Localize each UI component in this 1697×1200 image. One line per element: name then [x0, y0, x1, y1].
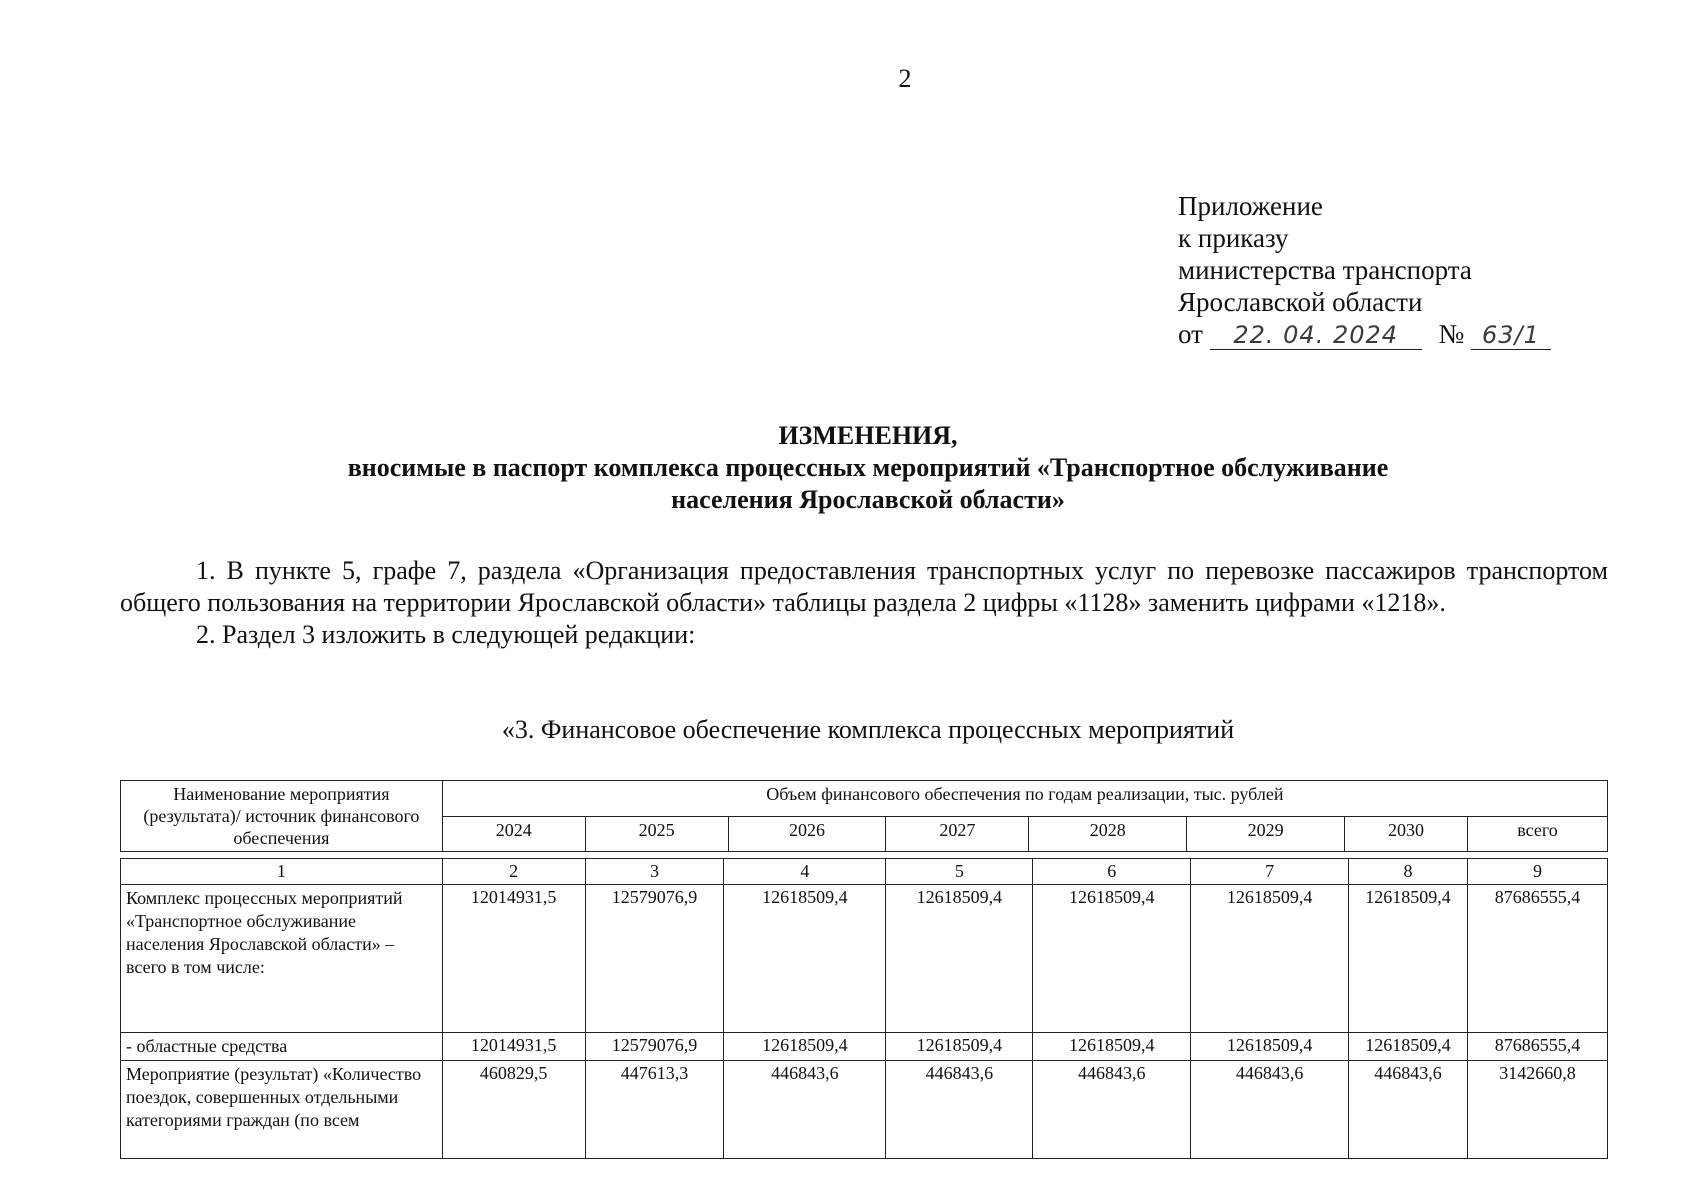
value-cell: 87686555,4: [1468, 1033, 1608, 1061]
column-number-cell: 8: [1349, 859, 1468, 885]
section-title: «3. Финансовое обеспечение комплекса процессных мероприятий: [501, 715, 1235, 744]
column-number-cell: 1: [121, 859, 443, 885]
row-name-cell: Комплекс процессных мероприятий «Транспортное обслуживание населения Ярославской области» – всего в том числе:: [121, 885, 443, 1033]
row-name-cell: - областные средства: [121, 1033, 443, 1061]
paragraph-2: 2. Раздел 3 изложить в следующей редакции:: [196, 620, 696, 649]
appendix-line: министерства транспорта: [1178, 255, 1472, 285]
header-name-cell: Наименование мероприятия (результата)/ источник финансового обеспечения: [121, 781, 443, 852]
handwritten-date: 22. 04. 2024: [1210, 321, 1422, 350]
value-cell: 446843,6: [1349, 1061, 1468, 1159]
column-number-cell: 9: [1468, 859, 1608, 885]
value-cell: 3142660,8: [1468, 1061, 1608, 1159]
row-name-cell: Мероприятие (результат) «Количество поездок, совершенных отдельными категориями граждан (по всем: [121, 1061, 443, 1159]
value-cell: 87686555,4: [1468, 885, 1608, 1033]
column-number-cell: 3: [585, 859, 724, 885]
year-cell: 2029: [1187, 816, 1345, 852]
column-number-cell: 2: [442, 859, 585, 885]
table-row: [121, 1061, 1608, 1159]
value-cell: 446843,6: [1033, 1061, 1191, 1159]
year-cell: всего: [1468, 816, 1608, 852]
handwritten-number: 63/1: [1471, 321, 1551, 350]
column-number-cell: 7: [1191, 859, 1349, 885]
title-line: ИЗМЕНЕНИЯ,: [778, 421, 958, 450]
appendix-line: Ярославской области: [1178, 287, 1423, 317]
value-cell: 12618509,4: [1033, 885, 1191, 1033]
value-cell: 446843,6: [724, 1061, 886, 1159]
value-cell: 460829,5: [442, 1061, 585, 1159]
appendix-line: к приказу: [1178, 223, 1289, 253]
title-line: населения Ярославской области»: [671, 485, 1065, 514]
table-header: [120, 780, 1608, 852]
year-cell: 2030: [1345, 816, 1468, 852]
value-cell: 12014931,5: [442, 1033, 585, 1061]
table-row: [121, 885, 1608, 1033]
year-cell: 2025: [585, 816, 728, 852]
table-row: [121, 1033, 1608, 1061]
title-line: вносимые в паспорт комплекса процессных мероприятий «Транспортное обслуживание: [347, 453, 1389, 482]
header-volume-cell: Объем финансового обеспечения по годам реализации, тыс. рублей: [442, 781, 1607, 817]
column-number-cell: 4: [724, 859, 886, 885]
year-cell: 2024: [442, 816, 585, 852]
paragraph-1: 1. В пункте 5, графе 7, раздела «Организация предоставления транспортных услуг по перевозке пассажиров транспортом общего пользования на территории Ярославской области» таблицы раздела 2 цифры «1128» заменить цифрами «1218».: [120, 556, 1608, 617]
value-cell: 12014931,5: [442, 885, 585, 1033]
column-number-row: [121, 859, 1608, 885]
document-title: [0, 420, 1697, 516]
appendix-line: Приложение: [1178, 191, 1323, 221]
value-cell: 446843,6: [886, 1061, 1033, 1159]
value-cell: 12579076,9: [585, 885, 724, 1033]
body-text: [120, 555, 1608, 651]
value-cell: 12618509,4: [724, 1033, 886, 1061]
appendix-block: [1178, 190, 1551, 352]
number-sign: №: [1438, 319, 1465, 349]
value-cell: 12618509,4: [886, 885, 1033, 1033]
value-cell: 446843,6: [1191, 1061, 1349, 1159]
column-number-cell: 6: [1033, 859, 1191, 885]
page-number: 2: [898, 64, 912, 93]
year-cell: 2027: [886, 816, 1029, 852]
from-label: от: [1178, 319, 1203, 349]
value-cell: 447613,3: [585, 1061, 724, 1159]
value-cell: 12618509,4: [1349, 885, 1468, 1033]
order-date-number-line: [1178, 318, 1551, 352]
value-cell: 12618509,4: [886, 1033, 1033, 1061]
value-cell: 12618509,4: [1191, 1033, 1349, 1061]
financing-table: [120, 858, 1608, 1159]
column-number-cell: 5: [886, 859, 1033, 885]
value-cell: 12618509,4: [1033, 1033, 1191, 1061]
value-cell: 12618509,4: [724, 885, 886, 1033]
value-cell: 12618509,4: [1191, 885, 1349, 1033]
year-cell: 2028: [1029, 816, 1187, 852]
value-cell: 12579076,9: [585, 1033, 724, 1061]
year-cell: 2026: [728, 816, 886, 852]
value-cell: 12618509,4: [1349, 1033, 1468, 1061]
